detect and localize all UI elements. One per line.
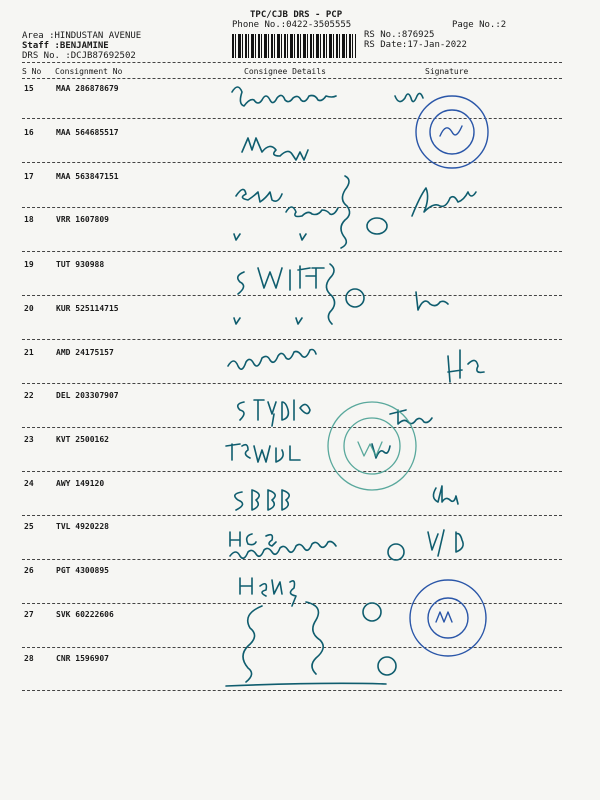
row-sno: 19 <box>24 260 34 269</box>
row-sno: 26 <box>24 566 34 575</box>
row-sno: 20 <box>24 304 34 313</box>
handwritten-name <box>242 138 308 160</box>
row-sno: 16 <box>24 128 34 137</box>
row-divider <box>22 383 562 384</box>
bracket-mark <box>243 606 262 682</box>
col-header-consignee: Consignee Details <box>244 67 326 76</box>
row-consignment: MAA 563847151 <box>56 172 119 181</box>
phone-number: Phone No.:0422-3505555 <box>232 20 352 30</box>
bracket-mark <box>341 176 350 248</box>
stamp-seal <box>328 402 416 490</box>
ditto-marks <box>234 318 302 324</box>
stamp-signature <box>436 612 452 622</box>
row-consignment: AMD 24175157 <box>56 348 114 357</box>
strike-line <box>226 683 386 686</box>
stamp-seal <box>410 580 486 656</box>
row-divider <box>22 559 562 560</box>
drs-number: DRS No. :DCJB87692502 <box>22 51 136 61</box>
row-divider <box>22 647 562 648</box>
row-divider <box>22 162 562 163</box>
row-consignment: CNR 1596907 <box>56 654 109 663</box>
handwritten-name <box>236 189 282 202</box>
row-sno: 21 <box>24 348 34 357</box>
stamp-signature <box>358 442 382 456</box>
stamp-signature <box>440 126 462 136</box>
row-sno: 28 <box>24 654 34 663</box>
row-divider <box>22 515 562 516</box>
row-divider <box>22 118 562 119</box>
handwritten-name <box>230 542 336 559</box>
staff-field: Staff :BENJAMINE <box>22 41 109 51</box>
row-consignment: KUR 525114715 <box>56 304 119 313</box>
page-number: Page No.:2 <box>452 20 507 30</box>
rs-number: RS No.:876925 <box>364 30 435 40</box>
bracket-mark <box>306 602 323 674</box>
handwritten-name <box>230 532 276 546</box>
circled-number <box>378 657 396 675</box>
row-consignment: AWY 149120 <box>56 479 105 488</box>
row-sno: 17 <box>24 172 34 181</box>
col-header-sno: S No <box>22 67 42 76</box>
rs-date: RS Date:17-Jan-2022 <box>364 40 467 50</box>
handwritten-signature <box>372 444 390 458</box>
row-divider <box>22 207 562 208</box>
col-header-signature: Signature <box>425 67 469 76</box>
row-sno: 23 <box>24 435 34 444</box>
row-divider <box>22 339 562 340</box>
row-sno: 24 <box>24 479 34 488</box>
row-consignment: DEL 203307907 <box>56 391 119 400</box>
row-sno: 15 <box>24 84 34 93</box>
col-header-consignment: Consignment No <box>55 67 123 76</box>
row-divider <box>22 295 562 296</box>
row-divider <box>22 471 562 472</box>
handwritten-name <box>226 444 300 462</box>
stamp-seal <box>416 96 488 168</box>
row-divider <box>22 251 562 252</box>
row-consignment: VRR 1607809 <box>56 215 109 224</box>
handwritten-signature <box>390 410 432 424</box>
barcode-image <box>232 34 356 58</box>
row-consignment: MAA 564685517 <box>56 128 119 137</box>
handwritten-signature <box>412 188 476 216</box>
handwritten-signature <box>433 486 458 504</box>
row-sno: 18 <box>24 215 34 224</box>
circled-number <box>367 218 387 234</box>
row-consignment: SVK 60222606 <box>56 610 114 619</box>
row-divider <box>22 603 562 604</box>
area-field: Area :HINDUSTAN AVENUE <box>22 31 142 41</box>
circled-mark <box>388 544 404 560</box>
handwritten-name <box>228 350 316 370</box>
circled-number <box>363 603 381 621</box>
handwritten-name <box>235 490 289 510</box>
row-consignment: TVL 4920228 <box>56 522 109 531</box>
row-divider <box>22 427 562 428</box>
column-header-divider <box>22 78 562 79</box>
handwritten-signature <box>448 350 484 382</box>
row-consignment: PGT 4300895 <box>56 566 109 575</box>
handwritten-name <box>238 400 310 426</box>
row-consignment: MAA 286878679 <box>56 84 119 93</box>
row-sno: 25 <box>24 522 34 531</box>
row-sno: 22 <box>24 391 34 400</box>
ditto-marks <box>234 234 306 240</box>
handwritten-name <box>286 207 338 217</box>
circled-number <box>346 289 364 307</box>
row-consignment: TUT 930988 <box>56 260 105 269</box>
handwritten-initials <box>395 93 423 101</box>
bracket-mark <box>326 264 334 324</box>
header-divider <box>22 62 562 63</box>
row-sno: 27 <box>24 610 34 619</box>
handwritten-name <box>240 578 296 606</box>
stamp-seal-inner <box>430 110 474 154</box>
handwritten-name <box>238 266 324 294</box>
handwritten-name <box>232 87 336 106</box>
handwritten-signature <box>428 530 463 556</box>
stamp-seal-inner <box>428 598 468 638</box>
document-title: TPC/CJB DRS - PCP <box>250 10 343 20</box>
row-divider <box>22 690 562 691</box>
row-consignment: KVT 2500162 <box>56 435 109 444</box>
